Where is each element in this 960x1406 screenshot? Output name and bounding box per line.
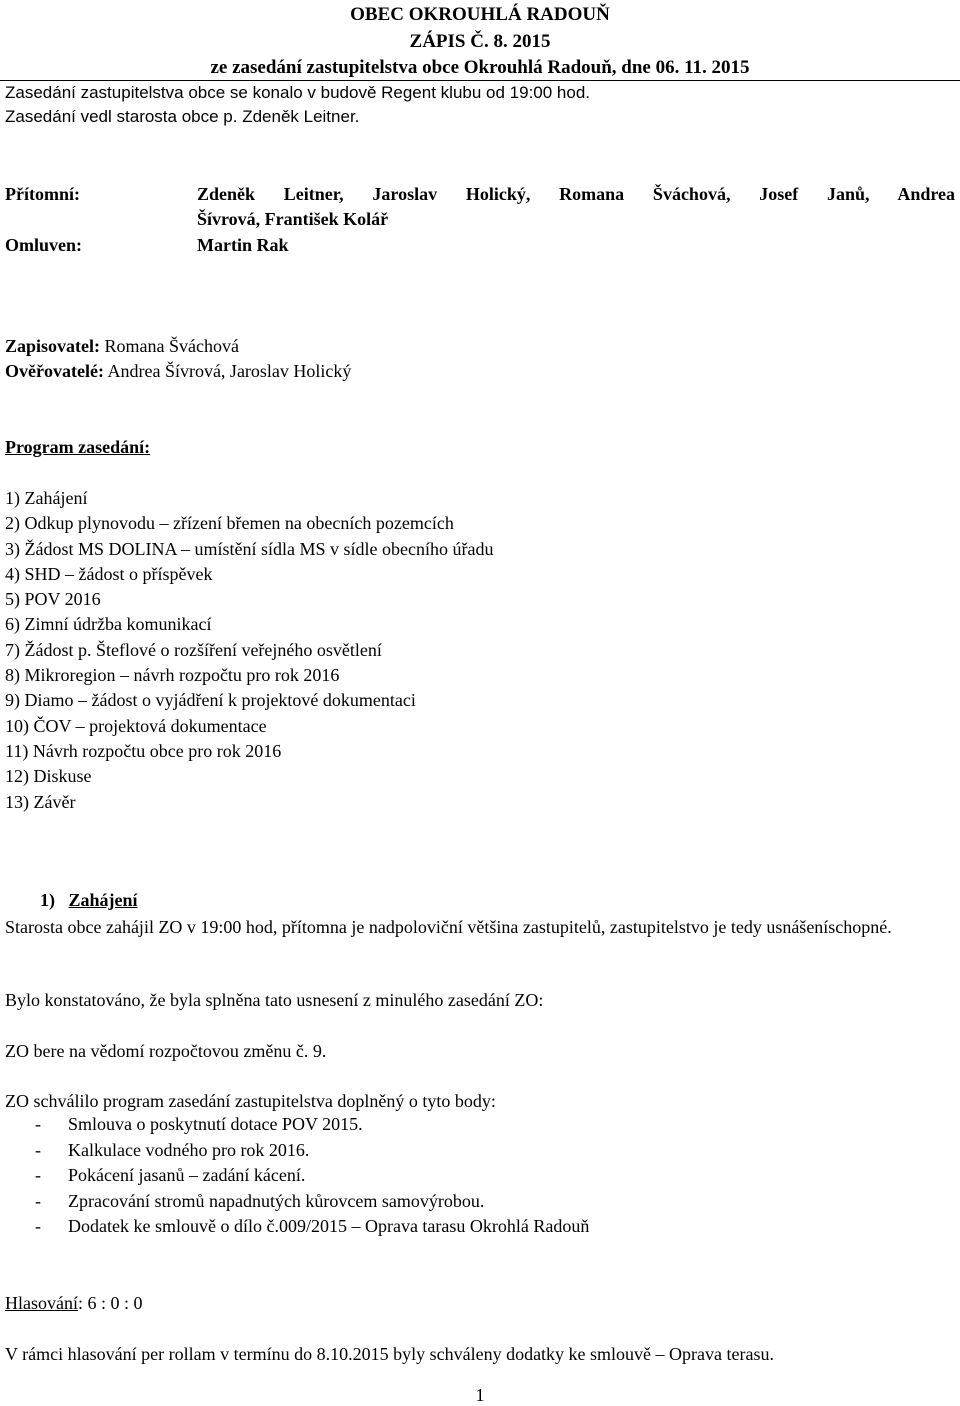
header-meeting-date: ze zasedání zastupitelstva obce Okrouhlá Radouň, dne 06. 11. 2015	[210, 57, 750, 78]
program-item: 1) Zahájení	[5, 488, 88, 508]
section-1-paragraph-opening: Starosta obce zahájil ZO v 19:00 hod, přítomna je nadpoloviční většina zastupitelů, zastupitelstvo je tedy usnášeníschopné.	[5, 917, 892, 937]
verifiers-row	[5, 361, 351, 382]
bullet-dash: -	[35, 1165, 41, 1185]
program-item: 12) Diskuse	[5, 766, 92, 787]
vote-result: : 6 : 0 : 0	[77, 1293, 143, 1313]
section-1-number: 1)	[40, 890, 55, 910]
bullet-dash: -	[35, 1216, 41, 1236]
list-item	[5, 1189, 589, 1215]
section-1-paragraph-per-rollam: V rámci hlasování per rollam v termínu do 8.10.2015 byly schváleny dodatky ke smlouvě – Oprava terasu.	[5, 1344, 774, 1364]
section-1-title: Zahájení	[68, 890, 138, 910]
header-record-number: ZÁPIS Č. 8. 2015	[409, 31, 551, 52]
list-item	[5, 1163, 589, 1189]
program-item: 8) Mikroregion – návrh rozpočtu pro rok 2016	[5, 665, 340, 686]
section-1-heading	[40, 890, 138, 911]
list-item-text: Pokácení jasanů – zadání kácení.	[68, 1165, 306, 1185]
vote-row	[5, 1293, 143, 1314]
recorder-row	[5, 336, 239, 357]
section-1-paragraph-previous-resolutions: Bylo konstatováno, že byla splněna tato usnesení z minulého zasedání ZO:	[5, 990, 544, 1010]
list-item-text: Smlouva o poskytnutí dotace POV 2015.	[68, 1114, 363, 1134]
bullet-dash: -	[35, 1190, 41, 1211]
list-item-text: Kalkulace vodného pro rok 2016.	[68, 1139, 310, 1160]
added-items-list	[5, 1112, 589, 1240]
present-label: Přítomní:	[5, 184, 80, 204]
program-item: 5) POV 2016	[5, 589, 101, 610]
verifiers-label: Ověřovatelé:	[5, 361, 104, 381]
verifiers-names: Andrea Šívrová, Jaroslav Holický	[107, 361, 352, 381]
list-item-text: Zpracování stromů napadnutých kůrovcem samovýrobou.	[68, 1190, 485, 1211]
program-item: 4) SHD – žádost o příspěvek	[5, 563, 213, 584]
recorder-name: Romana Šváchová	[104, 336, 239, 356]
present-names-line-2: Šívrová, František Kolář	[197, 209, 389, 229]
program-item: 13) Závěr	[5, 791, 76, 812]
program-title: Program zasedání:	[5, 437, 151, 457]
program-item: 7) Žádost p. Šteflové o rozšíření veřejného osvětlení	[5, 639, 382, 660]
intro-line-2: Zasedání vedl starosta obce p. Zdeněk Leitner.	[5, 107, 360, 126]
program-item: 3) Žádost MS DOLINA – umístění sídla MS v sídle obecního úřadu	[5, 538, 494, 559]
list-item	[5, 1138, 589, 1164]
list-item	[5, 1112, 589, 1138]
header-divider	[0, 80, 960, 81]
bullet-dash: -	[35, 1139, 41, 1160]
header-municipality: OBEC OKROUHLÁ RADOUŇ	[350, 4, 610, 25]
excused-label: Omluven:	[5, 235, 83, 255]
program-item: 10) ČOV – projektová dokumentace	[5, 715, 267, 736]
excused-names: Martin Rak	[197, 235, 289, 255]
bullet-dash: -	[35, 1114, 41, 1134]
program-item: 6) Zimní údržba komunikací	[5, 614, 212, 635]
program-item: 2) Odkup plynovodu – zřízení břemen na obecních pozemcích	[5, 513, 454, 534]
vote-label: Hlasování	[5, 1293, 78, 1313]
program-list	[5, 486, 493, 815]
program-item: 9) Diamo – žádost o vyjádření k projektové dokumentaci	[5, 690, 416, 711]
recorder-label: Zapisovatel:	[5, 336, 101, 356]
section-1-paragraph-budget-change: ZO bere na vědomí rozpočtovou změnu č. 9.	[5, 1041, 327, 1061]
list-item	[5, 1214, 589, 1240]
section-1-paragraph-program-approval: ZO schválilo program zasedání zastupitelstva doplněný o tyto body:	[5, 1091, 496, 1111]
intro-line-1: Zasedání zastupitelstva obce se konalo v budově Regent klubu od 19:00 hod.	[5, 83, 591, 102]
list-item-text: Dodatek ke smlouvě o dílo č.009/2015 – Oprava tarasu Okrohlá Radouň	[68, 1216, 590, 1236]
page-number: 1	[475, 1385, 485, 1405]
program-item: 11) Návrh rozpočtu obce pro rok 2016	[5, 740, 282, 761]
present-names-line-1: Zdeněk Leitner, Jaroslav Holický, Romana Šváchová, Josef Janů, Andrea	[197, 184, 955, 204]
